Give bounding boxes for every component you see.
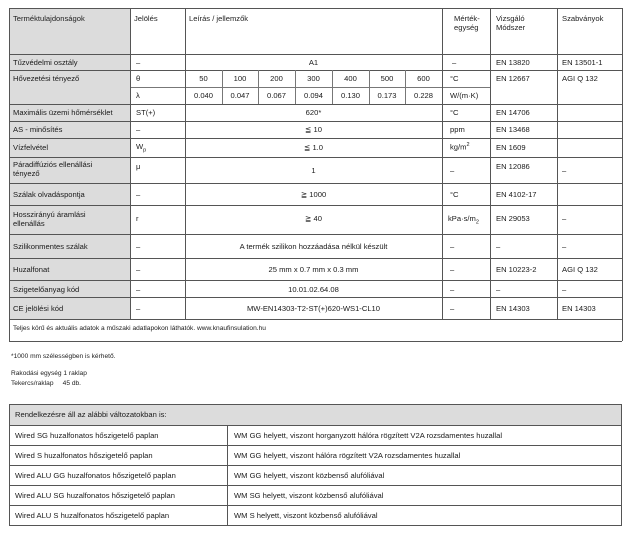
temp-value: 400 [344,74,357,83]
temp-value: 300 [307,74,320,83]
row-maxtemp-symbol: ST(+) [136,108,156,117]
row-vapour-property: Páradiffúziós ellenállási tényező [13,160,93,179]
table-row [10,485,621,505]
row-wire-property: Huzalfonat [13,265,50,274]
row-vapour-unit: – [450,166,455,175]
row-code-method: – [496,285,501,294]
header-method: Vizsgáló Módszer [496,14,526,33]
lambda-value: 0.228 [413,91,433,100]
row-ce-value: MW-EN14303-T2-ST(+)620-WS1-CL10 [246,304,380,313]
row-silicone-unit: – [450,242,455,251]
row-flow-unit: $kPa\cdot s/m_2$ [448,214,479,226]
temp-value: 500 [380,74,394,83]
variant-description: WM GG helyett, viszont hálóra rögzített V2A rozsdamentes huzallal [234,451,461,460]
header-standard: Szabványok [562,14,604,23]
row-silicone-standard: – [562,242,567,251]
row-wire-symbol: – [136,265,141,274]
lambda-value: 0.130 [340,91,360,100]
row-wire-method: EN 10223-2 [496,265,537,274]
row-melt-value: ≧ 1000 [300,190,327,199]
row-maxtemp-property: Maximális üzemi hőmérséklet [13,108,113,117]
row-vapour-standard: – [562,166,567,175]
row-fire-standard: EN 13501-1 [562,58,603,67]
row-as-method: EN 13468 [496,125,530,134]
row-fire-method: EN 13820 [496,58,530,67]
row-water-symbol: $W_p$ [136,142,147,154]
header-symbol: Jelölés [134,14,158,23]
row-maxtemp-method: EN 14706 [496,108,530,117]
table-row [10,465,621,485]
row-ce-unit: – [450,304,455,313]
row-code-property: Szigetelőanyag kód [13,285,80,294]
variant-name: Wired S huzalfonatos hőszigetelő paplan [10,446,228,465]
temp-value: 200 [270,74,283,83]
lambda-value: 0.094 [303,91,323,100]
variant-name: Wired ALU GG huzalfonatos hőszigetelő paplan [10,466,228,485]
row-flow-property: Hosszirányú áramlási ellenállás [13,210,86,229]
row-thermal-method: EN 12667 [496,74,530,83]
row-vapour-method: EN 12086 [496,162,530,171]
table-row [10,445,621,465]
temp-value: 50 [199,74,208,83]
row-thermal-unit-lambda: W/(m·K) [450,91,479,100]
rolls-per-pallet-note: Tekercs/raklap 45 db. [11,380,81,387]
variants-title: Rendelkezésre áll az alábbi változatokban is: [15,410,167,419]
row-vapour-value: 1 [311,166,316,175]
row-code-value: 10.01.02.64.08 [288,285,339,294]
row-fire-symbol: – [136,58,141,67]
row-as-property: AS - minősítés [13,125,63,134]
variant-description: WM GG helyett, viszont horganyzott hálóra rögzített V2A rozsdamentes huzallal [234,431,503,440]
lambda-value: 0.047 [230,91,250,100]
row-thermal-symbol-theta: θ [136,74,141,83]
header-unit: Mérték-egység [454,14,480,33]
row-wire-unit: – [450,265,455,274]
table-row [10,505,621,525]
row-code-standard: – [562,285,567,294]
row-water-unit: $kg/m^2$ [450,142,470,152]
row-ce-method: EN 14303 [496,304,530,313]
lambda-value: 0.173 [377,91,397,100]
temp-value: 600 [417,74,430,83]
row-silicone-method: – [496,242,501,251]
row-silicone-property: Szilikonmentes szálak [13,242,88,251]
row-code-unit: – [450,285,455,294]
row-thermal-standard: AGI Q 132 [562,74,598,83]
row-fire-unit: – [452,58,457,67]
lambda-value: 0.040 [193,91,213,100]
row-fire-property: Tűzvédelmi osztály [13,58,78,67]
variant-description: WM SG helyett, viszont közbenső alufóliával [234,491,384,500]
row-ce-symbol: – [136,304,141,313]
row-wire-standard: AGI Q 132 [562,265,598,274]
row-melt-symbol: – [136,190,141,199]
row-melt-property: Szálak olvadáspontja [13,190,85,199]
row-maxtemp-value: 620* [305,108,322,117]
row-flow-method: EN 29053 [496,214,530,223]
row-water-value: ≦ 1.0 [303,143,324,152]
row-flow-standard: – [562,214,567,223]
row-ce-property: CE jelölési kód [13,304,64,313]
header-description: Leírás / jellemzők [189,14,249,23]
row-water-method: EN 1609 [496,143,526,152]
loading-unit-note: Rakodási egység 1 raklap [11,370,87,377]
row-thermal-unit-temp: °C [450,74,459,83]
row-melt-unit: °C [450,190,459,199]
row-flow-symbol: r [136,214,139,223]
row-silicone-symbol: – [136,242,141,251]
table-footer-note: Teljes körű és aktuális adatok a műszaki adatlapokon láthatók. www.knaufinsulation.hu [13,325,266,332]
width-note: *1000 mm szélességben is kérhető. [11,353,116,360]
lambda-value: 0.067 [266,91,286,100]
variant-name: Wired SG huzalfonatos hőszigetelő paplan [10,426,228,445]
row-as-symbol: – [136,125,141,134]
variant-description: WM GG helyett, viszont közbenső alufóliával [234,471,385,480]
variant-description: WM S helyett, viszont közbenső alufóliával [234,511,378,520]
header-property: Terméktulajdonságok [13,14,85,23]
row-vapour-symbol: μ [136,162,141,171]
row-as-value: ≦ 10 [305,125,322,134]
row-fire-value: A1 [308,58,319,67]
row-maxtemp-unit: °C [450,108,459,117]
variants-title-row [10,405,621,425]
variant-name: Wired ALU S huzalfonatos hőszigetelő paplan [10,506,228,525]
row-melt-method: EN 4102-17 [496,190,537,199]
row-silicone-value: A termék szilikon hozzáadása nélkül készült [239,242,388,251]
temp-value: 100 [233,74,247,83]
row-flow-value: ≧ 40 [305,214,322,223]
row-water-property: Vízfelvétel [13,143,49,152]
table-row [10,425,621,445]
row-thermal-property: Hővezetési tényező [13,74,80,83]
row-code-symbol: – [136,285,141,294]
variant-name: Wired ALU SG huzalfonatos hőszigetelő paplan [10,486,228,505]
row-ce-standard: EN 14303 [562,304,596,313]
row-wire-value: 25 mm x 0.7 mm x 0.3 mm [268,265,359,274]
row-as-unit: ppm [450,125,465,134]
row-thermal-symbol-lambda: λ [136,91,140,100]
variants-table [9,404,622,526]
